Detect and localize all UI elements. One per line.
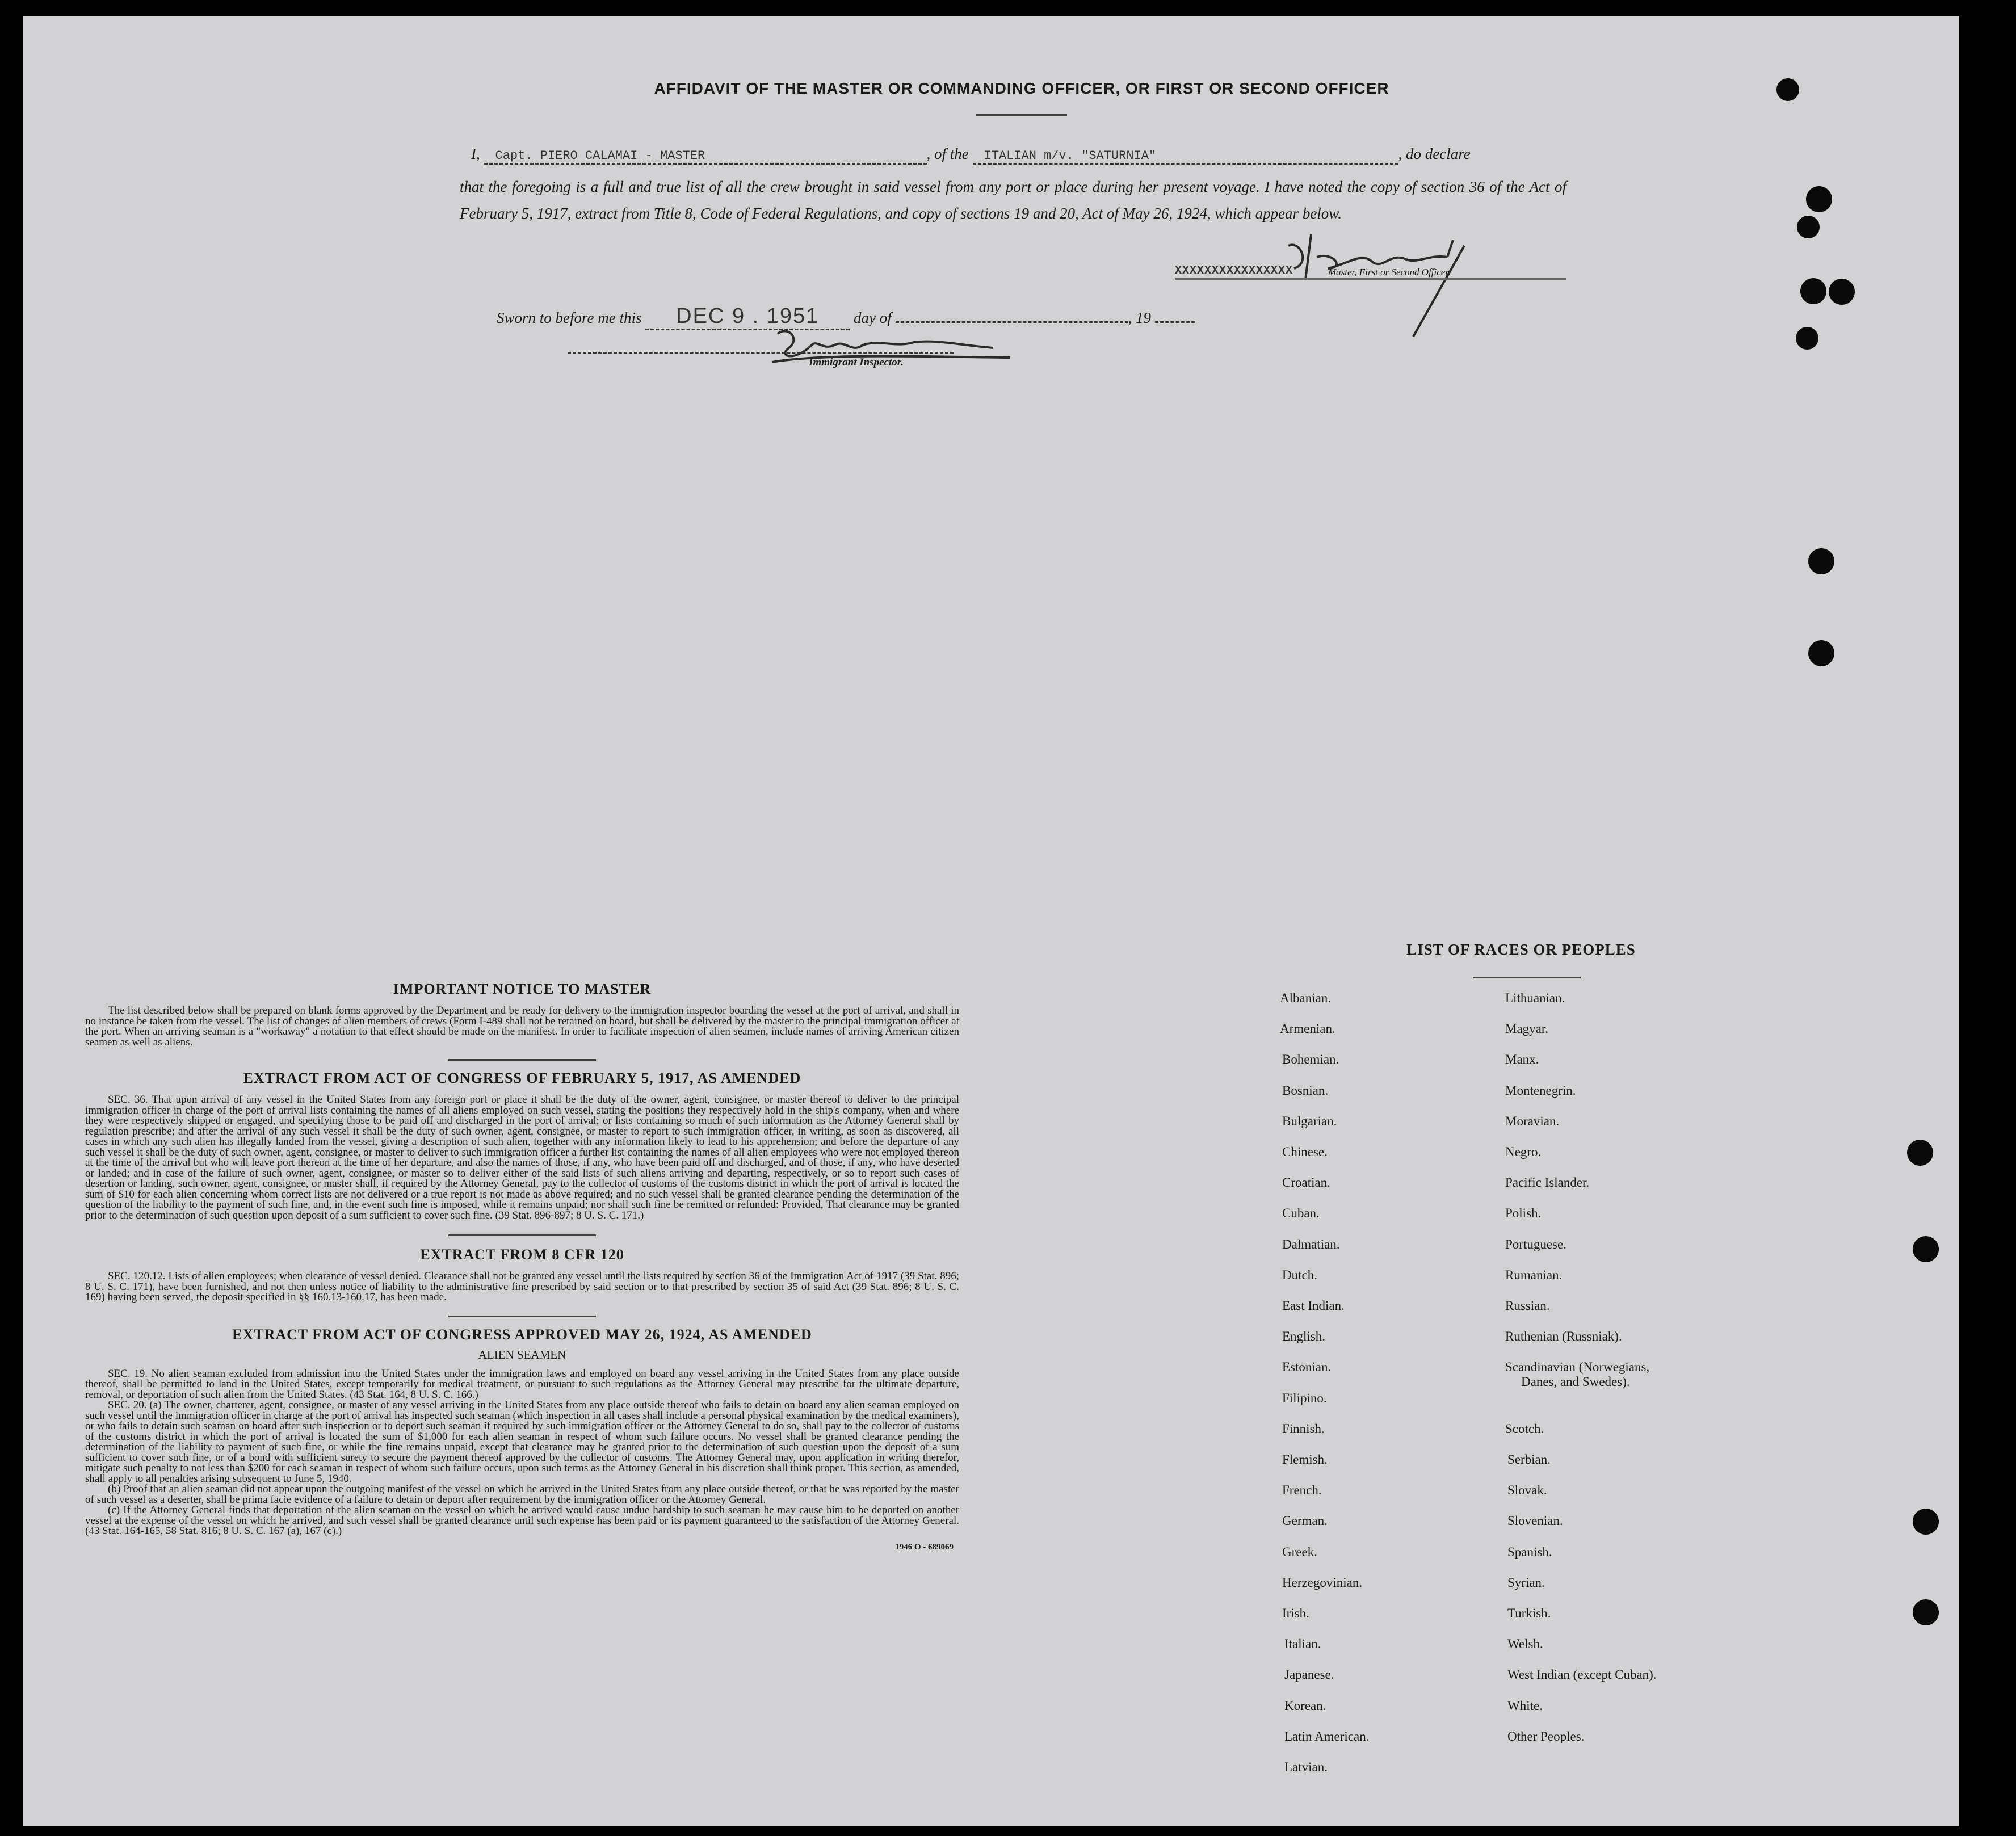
punch-hole [1808, 548, 1834, 574]
race-item: Russian. [1505, 1299, 1550, 1313]
intro-i: I, [471, 145, 480, 162]
race-item: Polish. [1505, 1206, 1542, 1221]
officer-strikeout: XXXXXXXXXXXXXXXX [1175, 264, 1293, 278]
punch-hole [1913, 1599, 1939, 1625]
punch-hole [1808, 640, 1834, 666]
race-item: German. [1282, 1514, 1328, 1528]
race-item: Other Peoples. [1507, 1729, 1585, 1743]
divider [448, 1316, 596, 1317]
race-item: Bosnian. [1282, 1083, 1329, 1098]
notice-section [85, 981, 959, 1552]
divider [448, 1234, 596, 1236]
race-item: Latvian. [1284, 1760, 1328, 1774]
title-underline [976, 114, 1067, 116]
race-item: Slovenian. [1507, 1514, 1563, 1528]
officer-label: Master, First or Second Officer. [1328, 267, 1451, 278]
punch-hole [1913, 1509, 1939, 1535]
punch-hole [1913, 1236, 1939, 1262]
race-item: Portuguese. [1505, 1237, 1566, 1251]
officer-sign-line [1175, 278, 1566, 280]
race-item: French. [1282, 1483, 1322, 1498]
punch-hole [1796, 327, 1818, 350]
race-item: Filipino. [1282, 1390, 1327, 1405]
race-item: Negro. [1505, 1145, 1542, 1159]
extract3-sec20b: (b) Proof that an alien seaman did not appear upon the outgoing manifest of the vessel on which he arrived in the United States from any place outside thereof, or that he was reported by the master of such vessel as a deserter, shall be prima facie evidence of a failure to detain or deport after requirement by the immigration officer or the Attorney General. [85, 1483, 959, 1506]
race-item: English. [1282, 1329, 1326, 1344]
race-item: Latin American. [1284, 1729, 1370, 1743]
sworn-label: Sworn to before me this [497, 309, 642, 326]
race-item: Greek. [1282, 1544, 1317, 1559]
extract1-text: SEC. 36. That upon arrival of any vessel in the United States from any foreign port or place it shall be the duty of the owner, agent, consignee, or master thereof to deliver to the principal immigration officer in charge of the port of arrival lists containing the names of all aliens employed on such vessel, stating the positions they respectively hold in the ship's company, when and where they were respectively shipped or engaged, and specifying those to be paid off and discharged in the port of arrival; or lists containing so much of such information as the Attorney General shall by regulation prescribe; and after the arrival of any such vessel it shall be the duty of such owner, agent, consignee, or master to report to such immigration officer, in writing, as soon as discovered, all cases in which any such alien has illegally landed from the vessel, giving a description of such alien, together with any information likely to lead to his apprehension; and before the departure of any such vessel it shall be the duty of such owner, agent, consignee, or master to deliver to such immigration officer a further list containing the names of all alien employees who were not employed thereon at the time of the arrival but who will leave port thereon at the time of her departure, and also the names of those, if any, who have been paid off and discharged, and of those, if any, who have deserted or landed; and in case of the failure of such owner, agent, consignee, or master so to deliver either of the said lists of such aliens arriving and departing, respectively, or so to report such cases of desertion or landing, such owner, agent, consignee, or master shall, if required by the Attorney General, pay to the collector of customs of the customs district in which the port of arrival is located the sum of $10 for each alien concerning whom correct lists are not delivered or a true report is not made as above required; and no such vessel shall be granted clearance pending the determination of the question of the liability to the payment of such fine, and, in the event such fine is imposed, while it remains unpaid; nor shall such fine be remitted or refunded: Provided, That clearance may be granted prior to the determination of such question upon deposit of a sum sufficient to cover such fine. (39 Stat. 896-897; 8 U. S. C. 171.) [85, 1094, 959, 1221]
race-item: Moravian. [1505, 1114, 1560, 1128]
race-item: Estonian. [1282, 1360, 1332, 1375]
extract2-title: EXTRACT FROM 8 CFR 120 [420, 1246, 624, 1263]
extract3-sec20a: SEC. 20. (a) The owner, charterer, agent, consignee, or master of any vessel arriving in the United States from any place outside thereof who fails to detain on board any alien seaman employed on such vessel until the immigration officer in charge at the port of arrival has inspected such seaman (which inspection in all cases shall include a personal physical examination by the medical examiners), or who fails to detain such seaman on board after such inspection or to deport such seaman if required by such immigration officer or the Attorney General to do so, shall pay to the collector of customs of the customs district in which the port of arrival is located the sum of $1,000 for each alien seaman in respect of whom such failure occurs. No vessel shall be granted clearance pending the determination of the liability to payment of such fine, or while the fine remains unpaid, except that clearance may be granted prior to the determination of such question upon the deposit of a sum sufficient to cover such fine, or of a bond with sufficient surety to secure the payment thereof approved by the collector of customs. The Attorney General may, upon application in writing therefor, mitigate such penalty to not less than $200 for each seaman in respect of whom such failure occurs, upon such terms as the Attorney General in his discretion shall think proper. This section, as amended, shall apply to all penalties arising subsequent to June 5, 1940. [85, 1399, 959, 1485]
extract3-subtitle: ALIEN SEAMEN [478, 1347, 566, 1362]
punch-hole [1829, 279, 1855, 305]
race-item: White. [1507, 1698, 1543, 1713]
race-item: Dalmatian. [1282, 1237, 1340, 1251]
inspector-label: Immigrant Inspector. [809, 356, 904, 368]
race-item: Welsh. [1507, 1637, 1543, 1652]
race-item: Slovak. [1507, 1483, 1547, 1498]
race-item: Bohemian. [1282, 1052, 1339, 1067]
divider [448, 1059, 596, 1061]
vessel-field: ITALIAN m/v. "SATURNIA" [984, 149, 1157, 163]
race-item: Scotch. [1505, 1421, 1544, 1436]
race-item: Korean. [1284, 1698, 1326, 1713]
race-item: Lithuanian. [1505, 991, 1565, 1005]
extract3-title: EXTRACT FROM ACT OF CONGRESS APPROVED MAY 26, 1924, AS AMENDED [232, 1326, 812, 1343]
race-item: Turkish. [1507, 1606, 1551, 1620]
of-the-label: , of the [926, 145, 969, 162]
race-item: Serbian. [1507, 1452, 1551, 1467]
race-item: Dutch. [1282, 1267, 1317, 1282]
race-item: East Indian. [1282, 1299, 1345, 1313]
race-item: Croatian. [1282, 1175, 1330, 1190]
race-item: Chinese. [1282, 1145, 1328, 1159]
affidavit-body: that the foregoing is a full and true list of all the crew brought in said vessel from any port or place during her present voyage. I have noted the copy of section 36 of the Act of February 5, 1917, extract from Title 8, Code of Federal Regulations, and copy of sections 19 and 20, Act of May 26, 1924, which appear below. [460, 178, 1566, 222]
race-item: Flemish. [1282, 1452, 1328, 1467]
day-of-label: day of [854, 309, 892, 326]
races-title-underline [1473, 977, 1581, 978]
print-code: 1946 O - 689069 [895, 1542, 954, 1552]
race-item: Pacific Islander. [1505, 1175, 1590, 1190]
race-item: Danes, and Swedes). [1521, 1375, 1630, 1389]
race-item: Syrian. [1507, 1575, 1545, 1590]
punch-hole [1776, 78, 1799, 101]
race-item: Italian. [1284, 1637, 1321, 1652]
race-item: Rumanian. [1505, 1267, 1563, 1282]
inspector-sign-line [568, 352, 954, 354]
race-item: Finnish. [1282, 1421, 1325, 1436]
race-item: Manx. [1505, 1052, 1539, 1067]
punch-hole [1907, 1140, 1933, 1166]
punch-hole [1800, 278, 1826, 304]
race-item: Montenegrin. [1505, 1083, 1576, 1098]
race-item: Spanish. [1507, 1544, 1552, 1559]
extract3-sec20c: (c) If the Attorney General finds that deportation of the alien seaman on the vessel on which he arrived would cause undue hardship to such seaman he may cause him to be deported on another vessel at the expense of the vessel on which he arrived, and such vessel shall be granted clearance until such expense has been paid or its payment guaranteed to the satisfaction of the Attorney General. (43 Stat. 164-165, 58 Stat. 816; 8 U. S. C. 167 (a), 167 (c).) [85, 1504, 959, 1537]
extract2-text: SEC. 120.12. Lists of alien employees; when clearance of vessel denied. Clearance shall not be granted any vessel until the lists required by section 36 of the Immigration Act of 1917 (39 Stat. 896; 8 U. S. C. 171), have been furnished, and not then unless notice of liability to the administrative fine prescribed by said section or to that prescribed by section 35 of said Act (39 Stat. 896; 8 U. S. C. 169) having been served, the deposit specified in §§ 160.13-160.17, has been made. [85, 1270, 959, 1303]
master-signature [1277, 229, 1493, 342]
year-label: , 19 [1128, 309, 1151, 326]
race-item: Irish. [1282, 1606, 1309, 1620]
race-item: Ruthenian (Russniak). [1505, 1329, 1622, 1344]
date-stamp: DEC 9 . 1951 [676, 304, 820, 328]
notice-text: The list described below shall be prepared on blank forms approved by the Department and be ready for delivery to the immigration inspector boarding the vessel at the port of arrival, and shall in no instance be taken from the vessel. The list of changes of alien members of crews (Form I-489 shall not be retained on board, but shall be delivered by the master to the principal immigration officer at the port. When an arriving seaman is a "workaway" a notation to that effect should be made on the manifest. In order to facilitate inspection of alien seamen, include names of arriving American citizen seamen as well as aliens. [85, 1005, 959, 1048]
races-title: LIST OF RACES OR PEOPLES [1406, 941, 1636, 958]
race-item: Magyar. [1505, 1022, 1549, 1036]
race-item: Cuban. [1282, 1206, 1320, 1221]
race-item: Albanian. [1280, 991, 1332, 1005]
master-name-field: Capt. PIERO CALAMAI - MASTER [495, 149, 705, 163]
document-page [23, 16, 1959, 1826]
do-declare-label: , do declare [1398, 145, 1471, 162]
punch-hole [1806, 186, 1832, 212]
race-item: Herzegovinian. [1282, 1575, 1363, 1590]
race-item: Armenian. [1280, 1022, 1335, 1036]
affidavit-declaration-line [471, 145, 1566, 165]
extract1-title: EXTRACT FROM ACT OF CONGRESS OF FEBRUARY 5, 1917, AS AMENDED [243, 1070, 801, 1086]
affidavit-title: AFFIDAVIT OF THE MASTER OR COMMANDING OFFICER, OR FIRST OR SECOND OFFICER [654, 79, 1389, 97]
punch-hole [1797, 216, 1820, 238]
races-column-2 [1504, 991, 1765, 1797]
extract3-sec19: SEC. 19. No alien seaman excluded from admission into the United States under the immigration laws and employed on board any vessel arriving in the United States from any place outside thereof, shall be permitted to land in the United States, except temporarily for medical treatment, or pursuant to such regulations as the Attorney General may prescribe for the ultimate departure, removal, or deportation of such alien from the United States. (43 Stat. 164, 8 U. S. C. 166.) [85, 1367, 959, 1401]
race-item: West Indian (except Cuban). [1507, 1667, 1657, 1682]
races-column-1 [1280, 991, 1496, 1797]
notice-title: IMPORTANT NOTICE TO MASTER [393, 981, 652, 997]
race-item: Bulgarian. [1282, 1114, 1337, 1128]
race-item: Japanese. [1284, 1667, 1334, 1682]
race-item: Scandinavian (Norwegians, [1505, 1360, 1650, 1375]
